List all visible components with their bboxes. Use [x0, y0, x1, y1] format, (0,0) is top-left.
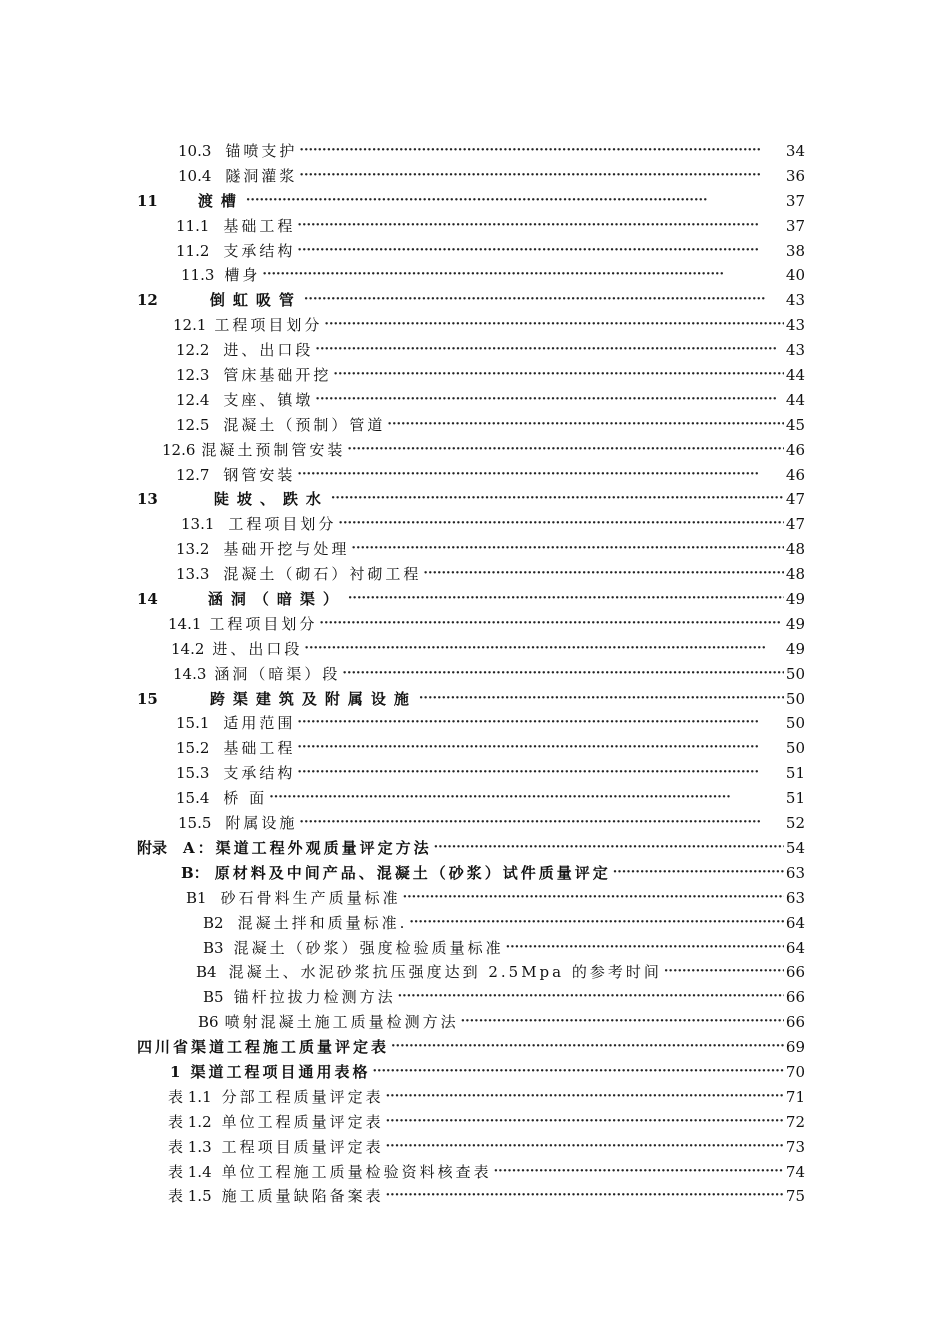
toc-page-number: 48: [785, 565, 805, 584]
toc-entry-title: 四川省渠道工程施工质量评定表: [137, 1038, 390, 1057]
toc-entry-title: 跨渠建筑及附属设施: [209, 689, 417, 708]
toc-entry-number: 12.6: [162, 440, 196, 459]
toc-entry-number: 15.3: [176, 764, 210, 783]
toc-entry-label: [176, 388, 313, 413]
toc-entry-number: B：: [181, 863, 209, 882]
toc-entry-label: [171, 637, 302, 662]
leader-dots: [613, 861, 784, 886]
leader-dots: [319, 612, 783, 637]
leader-dots: [324, 313, 783, 338]
leader-dots: [391, 1035, 784, 1060]
toc-entry[interactable]: [0, 438, 950, 463]
toc-entry[interactable]: [0, 189, 950, 214]
toc-entry-title: 混凝土预制管安装: [201, 440, 346, 459]
toc-entry-title: 进、出口段: [223, 341, 314, 360]
toc-entry-number: 表 1.2: [168, 1112, 212, 1131]
toc-entry-number: 12: [137, 291, 158, 310]
leader-dots: [333, 363, 783, 388]
toc-entry-label: [178, 164, 297, 189]
toc-page-number: 75: [785, 1187, 805, 1206]
toc-entry-number: 15.2: [176, 739, 210, 758]
toc-entry[interactable]: [0, 1035, 950, 1060]
toc-entry-title: 混凝土拌和质量标准.: [237, 913, 408, 932]
toc-entry-title: 基础工程: [223, 739, 296, 758]
toc-page-number: 66: [785, 1013, 805, 1032]
toc-entry[interactable]: [0, 214, 950, 239]
leader-dots: [419, 687, 784, 712]
toc-entry-number: 12.1: [173, 316, 207, 335]
toc-entry-number: 13: [137, 490, 158, 509]
toc-page-number: 73: [785, 1137, 805, 1156]
toc-entry-label: [176, 214, 295, 239]
toc-page-number: 34: [785, 142, 805, 160]
toc-page-number: 43: [785, 316, 805, 335]
toc-page-number: 47: [785, 515, 805, 534]
toc-entry-title: 支承结构: [223, 241, 296, 260]
leader-dots: [348, 587, 784, 612]
toc-entry-title: 涵洞（暗渠）: [207, 590, 346, 609]
toc-entry-number: 14.2: [171, 639, 205, 658]
toc-entry-label: [176, 711, 295, 736]
toc-entry-number: 15.5: [178, 814, 212, 833]
toc-entry[interactable]: [0, 313, 950, 338]
toc-entry-number: 13.3: [176, 565, 210, 584]
toc-entry-label: [178, 139, 297, 164]
toc-entry[interactable]: [0, 587, 950, 612]
toc-page-number: 52: [785, 814, 805, 833]
toc-entry-title: 适用范围: [223, 714, 296, 733]
toc-entry[interactable]: [0, 1060, 950, 1085]
toc-entry[interactable]: [0, 1184, 950, 1209]
leader-dots: [342, 662, 783, 687]
toc-entry-title: 进、出口段: [212, 639, 303, 658]
leader-dots: [269, 786, 784, 811]
toc-entry-label: [176, 761, 295, 786]
toc-entry-number: 14.3: [173, 664, 207, 683]
leader-dots: [351, 537, 783, 562]
toc-page-number: 63: [785, 863, 805, 882]
toc-entry-title: 桥 面: [223, 789, 268, 808]
toc-page-number: 47: [785, 490, 805, 509]
toc-entry[interactable]: [0, 736, 950, 761]
toc-entry-label: [137, 288, 302, 313]
toc-entry-number: 12.7: [176, 465, 210, 484]
toc-page-number: 50: [785, 714, 805, 733]
toc-entry[interactable]: [0, 164, 950, 189]
toc-entry-title: 工程项目划分: [228, 515, 337, 534]
toc-entry-number: 表 1.3: [168, 1137, 212, 1156]
toc-page-number: 51: [785, 789, 805, 808]
leader-dots: [386, 1135, 784, 1160]
toc-entry[interactable]: [0, 562, 950, 587]
toc-page-number: 44: [785, 366, 805, 385]
toc-entry[interactable]: [0, 263, 950, 288]
toc-entry-number: 12.3: [176, 366, 210, 385]
toc-entry-label: [181, 861, 611, 886]
toc-entry[interactable]: [0, 1085, 950, 1110]
toc-entry-number: 14: [137, 590, 158, 609]
toc-page-number: 40: [785, 266, 805, 285]
toc-entry-label: [176, 413, 385, 438]
toc-entry[interactable]: [0, 687, 950, 712]
toc-entry-number: 10.3: [178, 142, 212, 160]
toc-entry[interactable]: [0, 960, 950, 985]
toc-entry-number: 12.5: [176, 415, 210, 434]
leader-dots: [299, 139, 783, 164]
toc-page-number: 48: [785, 540, 805, 559]
toc-entry-number: 15.4: [176, 789, 210, 808]
leader-dots: [347, 438, 783, 463]
toc-entry-number: 12.4: [176, 390, 210, 409]
toc-entry-title: 渡槽: [197, 191, 244, 210]
toc-page-number: 66: [785, 963, 805, 982]
toc-entry-title: 附属设施: [225, 814, 298, 833]
leader-dots: [315, 388, 783, 413]
leader-dots: [304, 637, 783, 662]
toc-entry[interactable]: [0, 836, 950, 861]
toc-entry[interactable]: [0, 487, 950, 512]
toc-entry-number: 11.2: [176, 241, 210, 260]
toc-page-number: 36: [785, 166, 805, 185]
leader-dots: [304, 288, 784, 313]
toc-page-number: 50: [785, 664, 805, 683]
toc-entry[interactable]: [0, 761, 950, 786]
toc-entry-number: 表 1.1: [168, 1087, 212, 1106]
toc-entry[interactable]: [0, 612, 950, 637]
toc-entry-title: 隧洞灌浆: [225, 166, 298, 185]
leader-dots: [664, 960, 784, 985]
toc-page-number: 50: [785, 689, 805, 708]
leader-dots: [297, 214, 783, 239]
toc-entry[interactable]: [0, 239, 950, 264]
toc-page-number: 49: [785, 590, 805, 609]
leader-dots: [386, 1085, 784, 1110]
toc-entry-label: [137, 189, 244, 214]
toc-entry-label: [176, 463, 295, 488]
toc-entry-title: 混凝土（砂浆）强度检验质量标准: [233, 938, 504, 957]
toc-page-number: 45: [785, 415, 805, 434]
toc-entry[interactable]: [0, 985, 950, 1010]
toc-page-number: 37: [785, 191, 805, 210]
toc-entry-number: 11.1: [176, 216, 210, 235]
toc-entry[interactable]: [0, 463, 950, 488]
toc-page-number: 70: [785, 1062, 805, 1081]
leader-dots: [434, 836, 784, 861]
toc-entry-title: 基础开挖与处理: [223, 540, 350, 559]
toc-page-number: 64: [785, 938, 805, 957]
leader-dots: [409, 911, 784, 936]
leader-dots: [262, 263, 783, 288]
toc-entry-label: [178, 811, 297, 836]
toc-entry-label: [198, 1010, 459, 1035]
toc-entry-label: [203, 911, 407, 936]
toc-entry-title: 原材料及中间产品、混凝土（砂浆）试件质量评定: [214, 863, 611, 882]
toc-entry-title: 混凝土（预制）管道: [223, 415, 386, 434]
leader-dots: [423, 562, 783, 587]
toc-entry[interactable]: [0, 936, 950, 961]
toc-entry-label: [186, 886, 401, 911]
toc-entry-label: [196, 960, 662, 985]
toc-page-number: 43: [785, 341, 805, 360]
toc-entry-label: [181, 512, 336, 537]
toc-entry-label: [176, 562, 421, 587]
toc-entry-label: [168, 1085, 384, 1110]
toc-entry-label: [168, 1160, 492, 1185]
toc-entry-title: 钢管安装: [223, 465, 296, 484]
toc-entry-title: 基础工程: [223, 216, 296, 235]
toc-page-number: 51: [785, 764, 805, 783]
toc-entry-label: [170, 1060, 370, 1085]
toc-page-number: 66: [785, 988, 805, 1007]
toc-entry-number: 表 1.4: [168, 1162, 212, 1181]
toc-entry-title: 倒虹吸管: [209, 291, 302, 310]
toc-page-number: 69: [785, 1038, 805, 1057]
toc-entry-title: 喷射混凝土施工质量检测方法: [224, 1013, 459, 1032]
toc-page-number: 63: [785, 888, 805, 907]
toc-entry-label: [176, 338, 313, 363]
toc-entry-title: 混凝土（砌石）衬砌工程: [223, 565, 422, 584]
toc-entry-label: [137, 687, 417, 712]
leader-dots: [297, 711, 783, 736]
leader-dots: [331, 487, 784, 512]
toc-entry-number: B3: [203, 938, 224, 957]
toc-entry[interactable]: [0, 637, 950, 662]
toc-entry-number: 表 1.5: [168, 1187, 212, 1206]
leader-dots: [386, 1184, 784, 1209]
toc-entry-title: 锚杆拉拔力检测方法: [233, 988, 396, 1007]
toc-entry-title: 单位工程施工质量检验资料核查表: [221, 1162, 492, 1181]
toc-page-number: 46: [785, 465, 805, 484]
toc-entry[interactable]: [0, 911, 950, 936]
toc-entry-label: [176, 736, 295, 761]
toc-entry-label: [168, 612, 317, 637]
toc-entry[interactable]: [0, 1110, 950, 1135]
toc-entry-number: B4: [196, 963, 217, 982]
toc-entry[interactable]: [0, 662, 950, 687]
leader-dots: [386, 1110, 784, 1135]
toc-page-number: 46: [785, 440, 805, 459]
toc-page-number: 38: [785, 241, 805, 260]
leader-dots: [403, 886, 784, 911]
leader-dots: [338, 512, 783, 537]
toc-entry[interactable]: [0, 1135, 950, 1160]
toc-entry-title: 砂石骨料生产质量标准: [220, 888, 401, 907]
toc-entry[interactable]: [0, 512, 950, 537]
toc-entry-number: 15.1: [176, 714, 210, 733]
toc-entry-label: [168, 1184, 384, 1209]
toc-page-number: 49: [785, 639, 805, 658]
toc-entry[interactable]: [0, 1010, 950, 1035]
toc-entry-title: A：渠道工程外观质量评定方法: [183, 838, 432, 857]
toc-entry-title: 工程项目划分: [209, 614, 318, 633]
toc-entry-label: [162, 438, 345, 463]
toc-entry-label: [176, 786, 267, 811]
toc-entry[interactable]: [0, 861, 950, 886]
toc-entry-number: 14.1: [168, 614, 202, 633]
toc-page-number: 72: [785, 1112, 805, 1131]
toc-entry-title: 单位工程质量评定表: [221, 1112, 384, 1131]
toc-entry[interactable]: [0, 886, 950, 911]
table-of-contents: [0, 139, 950, 1209]
toc-entry-number: 附录: [137, 838, 168, 857]
leader-dots: [297, 463, 783, 488]
toc-entry-label: [176, 239, 295, 264]
toc-entry-label: [176, 363, 331, 388]
toc-page-number: 44: [785, 390, 805, 409]
toc-entry-number: 11: [137, 191, 158, 210]
toc-page-number: 43: [785, 291, 805, 310]
toc-entry-label: [137, 1035, 389, 1060]
leader-dots: [461, 1010, 784, 1035]
toc-entry-label: [203, 985, 396, 1010]
toc-entry[interactable]: [0, 413, 950, 438]
toc-entry-title: 涵洞（暗渠）段: [214, 664, 341, 683]
toc-entry[interactable]: [0, 811, 950, 836]
leader-dots: [372, 1060, 783, 1085]
toc-entry-title: 施工质量缺陷备案表: [221, 1187, 384, 1206]
toc-entry-number: 10.4: [178, 166, 212, 185]
leader-dots: [494, 1160, 784, 1185]
toc-entry-label: [137, 587, 346, 612]
toc-entry-number: 13.2: [176, 540, 210, 559]
toc-entry-number: 11.3: [181, 266, 215, 285]
toc-entry-label: [203, 936, 504, 961]
leader-dots: [297, 736, 783, 761]
toc-entry-title: 陡坡、跌水: [213, 490, 329, 509]
leader-dots: [246, 189, 784, 214]
toc-entry[interactable]: [0, 363, 950, 388]
toc-page-number: 49: [785, 614, 805, 633]
toc-entry[interactable]: [0, 537, 950, 562]
toc-entry-label: [168, 1110, 384, 1135]
leader-dots: [299, 811, 783, 836]
toc-entry-label: [181, 263, 260, 288]
toc-entry-title: 支承结构: [223, 764, 296, 783]
toc-entry-title: 分部工程质量评定表: [221, 1087, 384, 1106]
toc-page-number: 64: [785, 913, 805, 932]
toc-entry-number: B1: [186, 888, 207, 907]
toc-entry-title: 支座、镇墩: [223, 390, 314, 409]
toc-page-number: 50: [785, 739, 805, 758]
leader-dots: [387, 413, 783, 438]
toc-page-number: 37: [785, 216, 805, 235]
toc-entry-number: B6: [198, 1013, 219, 1032]
toc-entry-label: [137, 487, 329, 512]
leader-dots: [299, 164, 783, 189]
toc-entry-title: 工程项目划分: [214, 316, 323, 335]
leader-dots: [506, 936, 784, 961]
toc-entry-label: [176, 537, 349, 562]
toc-page-number: 71: [785, 1087, 805, 1106]
toc-entry-label: [173, 662, 340, 687]
toc-entry[interactable]: [0, 711, 950, 736]
toc-entry-number: B5: [203, 988, 224, 1007]
toc-entry[interactable]: [0, 338, 950, 363]
toc-entry-label: [173, 313, 322, 338]
toc-entry-number: B2: [203, 913, 224, 932]
toc-entry-title: 锚喷支护: [225, 142, 298, 160]
toc-page-number: 54: [785, 838, 805, 857]
toc-entry[interactable]: [0, 1160, 950, 1185]
toc-entry[interactable]: [0, 288, 950, 313]
toc-entry-title: 工程项目质量评定表: [221, 1137, 384, 1156]
toc-entry-label: [168, 1135, 384, 1160]
toc-entry[interactable]: [0, 139, 950, 164]
leader-dots: [315, 338, 783, 363]
toc-entry-number: 12.2: [176, 341, 210, 360]
toc-entry[interactable]: [0, 388, 950, 413]
leader-dots: [297, 239, 783, 264]
leader-dots: [398, 985, 784, 1010]
toc-entry-title: 槽身: [224, 266, 261, 285]
toc-entry-number: 13.1: [181, 515, 215, 534]
toc-entry-title: 管床基础开挖: [223, 366, 332, 385]
leader-dots: [297, 761, 783, 786]
toc-entry-title: 混凝土、水泥砂浆抗压强度达到 2.5Mpa 的参考时间: [228, 963, 662, 982]
toc-entry-title: 渠道工程项目通用表格: [190, 1062, 371, 1081]
toc-entry-label: [137, 836, 432, 861]
toc-entry-number: 15: [137, 689, 158, 708]
toc-page-number: 74: [785, 1162, 805, 1181]
toc-entry[interactable]: [0, 786, 950, 811]
toc-entry-number: 1: [170, 1062, 181, 1081]
